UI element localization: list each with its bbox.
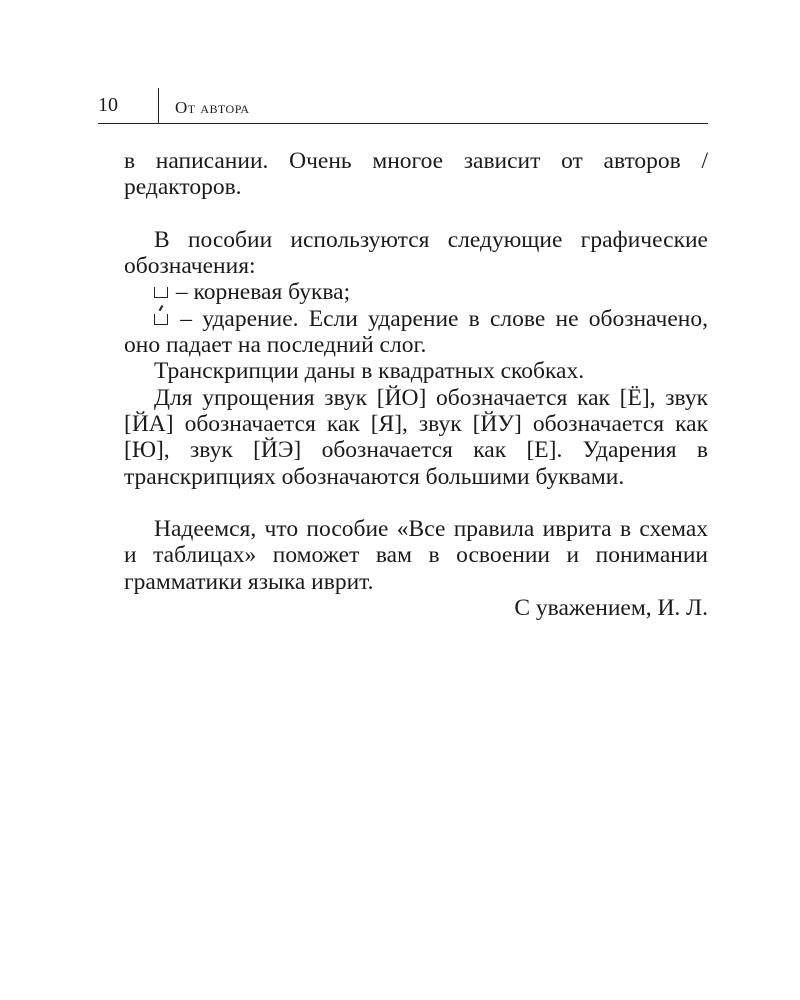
- paragraph-simplification: Для упрощения звук [ЙО] обозначается как [Ё], звук [ЙА] обозначается как [Я], звук [ЙУ] обозначается как [Ю], звук [ЙЭ] обозначается как [Е]. Ударения в транскрипциях обозначаются большими буквами.: [124, 384, 708, 490]
- header-divider: [158, 88, 159, 123]
- running-title: От автора: [175, 98, 250, 117]
- stress-mark-icon: [154, 314, 168, 325]
- page-header: [98, 88, 708, 124]
- blank-line: [124, 490, 708, 516]
- paragraph-closing: Надеемся, что пособие «Все правила иврита в схемах и таблицах» поможет вам в освоении и понимании грамматики языка иврит.: [124, 516, 708, 595]
- page-number: 10: [98, 94, 118, 116]
- legend-root-text: – корневая буква;: [175, 279, 351, 306]
- signature: С уважением, И. Л.: [514, 595, 708, 622]
- root-letter-icon: [154, 287, 168, 298]
- paragraph-symbols-intro: В пособии используются следующие графические обозначения:: [124, 226, 708, 280]
- legend-root-letter: [124, 279, 708, 305]
- legend-stress: [124, 306, 708, 359]
- paragraph-transcription: Транскрипции даны в квадратных скобках.: [154, 358, 585, 385]
- blank-line: [124, 201, 708, 227]
- page-body: [124, 148, 708, 621]
- legend-stress-text: – ударение. Если ударение в слове не обозначено, оно падает на последний слог.: [124, 305, 709, 359]
- paragraph-continuation: в написании. Очень многое зависит от авторов / редакторов.: [124, 148, 708, 201]
